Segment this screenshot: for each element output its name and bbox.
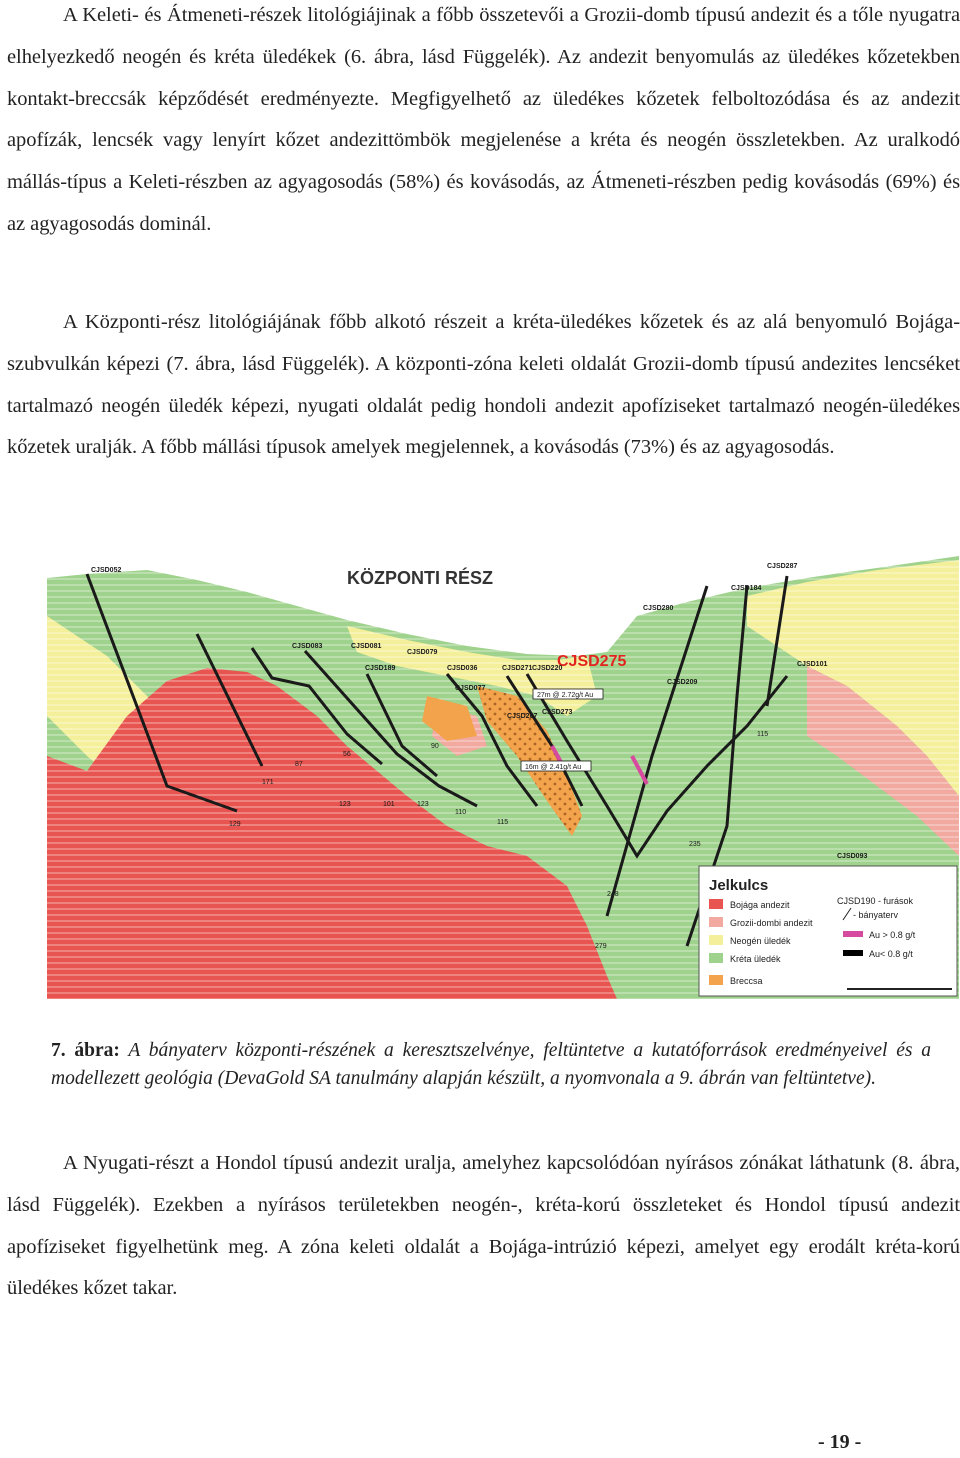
page-number: - 19 -: [818, 1431, 862, 1453]
depth-label: 248: [607, 891, 619, 898]
drillhole-label: CJSD271: [502, 665, 533, 672]
drillhole-label: CJSD093: [837, 853, 868, 860]
depth-label: 56: [343, 751, 351, 758]
legend-title: Jelkulcs: [709, 877, 769, 894]
depth-label: 235: [689, 841, 701, 848]
drillhole-label: CJSD207: [507, 713, 538, 720]
depth-label: 123: [417, 801, 429, 808]
legend-item-cretaceous: Kréta üledék: [730, 954, 781, 964]
drillhole-label: CJSD101: [797, 661, 828, 668]
legend-item-breccia: Breccsa: [730, 976, 763, 986]
depth-label: 123: [339, 801, 351, 808]
cross-section-figure: [47, 556, 959, 999]
drillhole-label: CJSD184: [731, 585, 762, 592]
drillhole-label: CJSD189: [365, 665, 396, 672]
legend-au-low: Au< 0.8 g/t: [869, 949, 913, 959]
depth-label: 129: [229, 821, 241, 828]
drillhole-label: CJSD036: [447, 665, 478, 672]
drillhole-label: CJSD052: [91, 567, 122, 574]
intercept-label-2: 16m @ 2.41g/t Au: [525, 764, 582, 771]
legend-item-bojaga: Bojága andezit: [730, 900, 790, 910]
paragraph-1: A Keleti- és Átmeneti-részek litológiájinak a főbb összetevői a Grozii-domb típusú andezit és a tőle nyugatra elhelyezkedő neogén és kréta üledékek (6. ábra, lásd Függelék). Az andezit benyomulás az üledékes kőzetekben kontakt-breccsák képződését eredményezte. Megfigyelhető az üledékes kőzetek felboltozódása és az andezit apofízák, lencsék vagy lenyírt kőzet andezittömbök megjelenése a kréta és neogén összletekben. Az uralkodó mállás-típus a Keleti-részben az agyagosodás (58%) és kovásodás, az Átmeneti-részben pedig kovásodás (69%) és az agyagosodás dominál.: [7, 4, 960, 235]
drillhole-label: CJSD287: [767, 563, 798, 570]
drillhole-label: CJSD280: [643, 605, 674, 612]
drillhole-label: CJSD273: [542, 709, 573, 716]
depth-label: 110: [455, 809, 467, 816]
drillhole-label: CJSD081: [351, 643, 382, 650]
legend-au-high: Au > 0.8 g/t: [869, 930, 916, 940]
depth-label: 115: [497, 819, 509, 826]
drillhole-label: CJSD083: [292, 643, 323, 650]
figure-caption: [51, 1037, 931, 1092]
drillhole-label: CJSD079: [407, 649, 438, 656]
depth-label: 90: [431, 743, 439, 750]
drillhole-label: CJSD209: [667, 679, 698, 686]
depth-label: 171: [262, 779, 274, 786]
legend: [699, 866, 957, 996]
depth-label: 87: [295, 761, 303, 768]
caption-label: 7. ábra:: [51, 1040, 120, 1061]
drillhole-label: CJSD220: [532, 665, 563, 672]
legend-drill-sub: - bányaterv: [853, 910, 899, 920]
caption-text: A bányaterv központi-részének a keresztszelvénye, feltüntetve a kutatóforrások eredményeivel és a modellezett geológia (DevaGold SA tanulmány alapján készült, a nyomvonala a 9. ábrán van feltüntetve).: [51, 1040, 931, 1089]
drillhole-label: CJSD077: [455, 685, 486, 692]
intercept-label-1: 27m @ 2.72g/t Au: [537, 692, 594, 699]
depth-label: 279: [595, 943, 607, 950]
legend-drill-title: CJSD190 - furások: [837, 896, 914, 906]
paragraph-3: A Nyugati-részt a Hondol típusú andezit uralja, amelyhez kapcsolódóan nyírásos zónákat láthatunk (8. ábra, lásd Függelék). Ezekben a nyírásos területekben neogén-, kréta-korú összleteket és Hondol típusú andezit apofíziseket figyelhetünk meg. A zóna keleti oldalát a Bojága-intrúzió képezi, amelyet egy erodált kréta-korú üledékes kőzet takar.: [7, 1152, 960, 1300]
legend-item-grozii: Grozii-dombi andezit: [730, 918, 813, 928]
depth-label: 101: [383, 801, 395, 808]
highlight-drillhole-label: CJSD275: [557, 653, 627, 670]
legend-item-neogene: Neogén üledék: [730, 936, 791, 946]
depth-label: 115: [757, 731, 769, 738]
figure-title: KÖZPONTI RÉSZ: [347, 568, 494, 588]
paragraph-2: A Központi-rész litológiájának főbb alkotó részeit a kréta-üledékes kőzetek és az alá benyomuló Bojága-szubvulkán képezi (7. ábra, lásd Függelék). A központi-zóna keleti oldalát Grozii-domb típusú andezites lencséket tartalmazó neogén üledék képezi, nyugati oldalát pedig hondoli andezit apofíziseket tartalmazó neogén-üledékes kőzetek uralják. A főbb mállási típusok amelyek megjelennek, a kovásodás (73%) és az agyagosodás.: [7, 311, 960, 459]
